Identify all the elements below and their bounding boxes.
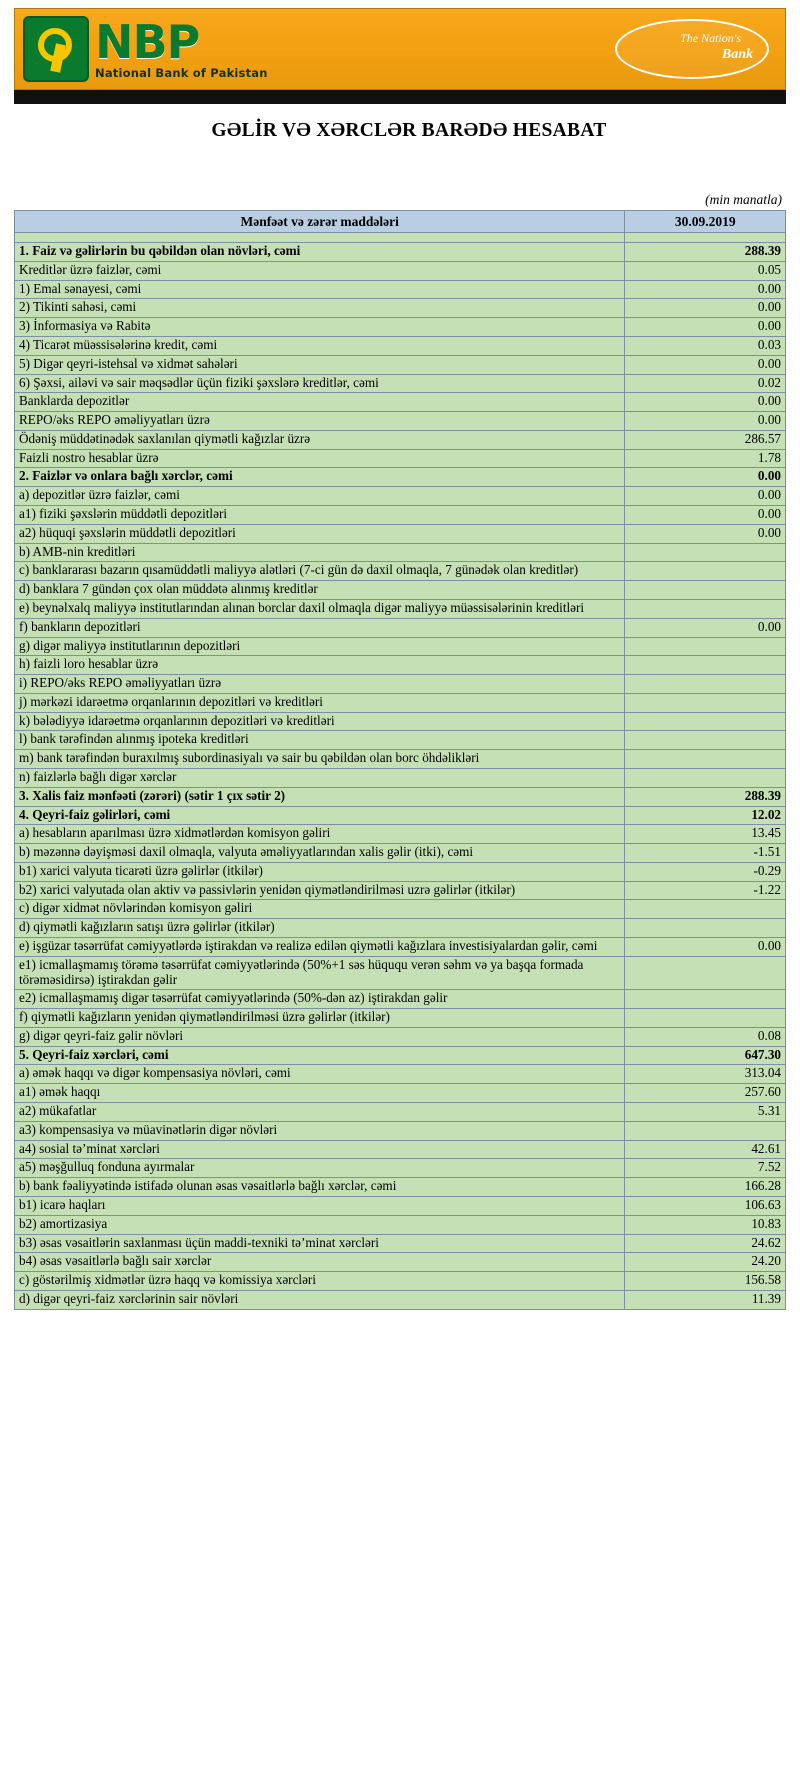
- row-label: d) banklara 7 gündən çox olan müddətə alınmış kreditlər: [15, 581, 625, 600]
- row-value: 288.39: [625, 243, 786, 262]
- row-value: 0.00: [625, 487, 786, 506]
- income-expense-table: [14, 210, 786, 1310]
- row-label: Banklarda depozitlər: [15, 393, 625, 412]
- badge-line-2: Bank: [721, 47, 753, 62]
- row-value: 0.00: [625, 412, 786, 431]
- table-row: [15, 618, 786, 637]
- row-label: 5) Digər qeyri-istehsal və xidmət sahələri: [15, 355, 625, 374]
- table-row: [15, 731, 786, 750]
- row-value: 288.39: [625, 787, 786, 806]
- table-row: [15, 919, 786, 938]
- table-row: [15, 261, 786, 280]
- header-divider-bar: [14, 90, 786, 104]
- table-row: [15, 637, 786, 656]
- row-value: 0.05: [625, 261, 786, 280]
- row-value: 1.78: [625, 449, 786, 468]
- row-label: 2. Faizlər və onlara bağlı xərclər, cəmi: [15, 468, 625, 487]
- row-label: m) bank tərəfindən buraxılmış subordinasiyalı və sair bu qəbildən olan borc öhdəlikləri: [15, 750, 625, 769]
- row-value: [625, 581, 786, 600]
- table-row: [15, 1196, 786, 1215]
- row-label: j) mərkəzi idarəetmə orqanlarının depozitləri və kreditləri: [15, 693, 625, 712]
- row-label: c) banklararası bazarın qısamüddətli maliyyə alətləri (7-ci gün də daxil olmaqla, 7 günədək olan kreditlər): [15, 562, 625, 581]
- table-row: [15, 243, 786, 262]
- column-header-label: Mənfəət və zərər maddələri: [15, 211, 625, 233]
- table-row: [15, 1234, 786, 1253]
- table-row: [15, 581, 786, 600]
- row-value: [625, 919, 786, 938]
- row-label: Kreditlər üzrə faizlər, cəmi: [15, 261, 625, 280]
- table-row: [15, 1178, 786, 1197]
- row-label: 4. Qeyri-faiz gəlirləri, cəmi: [15, 806, 625, 825]
- row-value: [625, 656, 786, 675]
- row-label: 1. Faiz və gəlirlərin bu qəbildən olan növləri, cəmi: [15, 243, 625, 262]
- table-row: [15, 393, 786, 412]
- table-header-row: [15, 211, 786, 233]
- row-value: 0.00: [625, 618, 786, 637]
- table-row: [15, 768, 786, 787]
- table-row: [15, 1084, 786, 1103]
- nbp-logo-text: [95, 14, 268, 80]
- table-row: [15, 299, 786, 318]
- table-row: [15, 412, 786, 431]
- row-value: [625, 731, 786, 750]
- row-label: i) REPO/əks REPO əməliyyatları üzrə: [15, 675, 625, 694]
- row-label: k) bələdiyyə idarəetmə orqanlarının depozitləri və kreditləri: [15, 712, 625, 731]
- table-row: [15, 337, 786, 356]
- table-row: [15, 750, 786, 769]
- row-value: 647.30: [625, 1046, 786, 1065]
- badge-line-1: The Nation's: [680, 31, 741, 45]
- table-row: [15, 1290, 786, 1309]
- table-row: [15, 900, 786, 919]
- row-value: 257.60: [625, 1084, 786, 1103]
- row-label: a) hesabların aparılması üzrə xidmətlərdən komisyon gəliri: [15, 825, 625, 844]
- table-row: [15, 825, 786, 844]
- table-row: [15, 1009, 786, 1028]
- row-label: c) göstərilmiş xidmətlər üzrə haqq və komissiya xərcləri: [15, 1272, 625, 1291]
- row-label: g) digər maliyyə institutlarının depozitləri: [15, 637, 625, 656]
- row-value: 10.83: [625, 1215, 786, 1234]
- row-value: 0.00: [625, 318, 786, 337]
- table-row: [15, 280, 786, 299]
- row-label: b3) əsas vəsaitlərin saxlanması üçün maddi-texniki tə’minat xərcləri: [15, 1234, 625, 1253]
- spacer-cell: [15, 233, 625, 243]
- table-row: [15, 562, 786, 581]
- row-value: 0.03: [625, 337, 786, 356]
- row-label: 3) İnformasiya və Rabitə: [15, 318, 625, 337]
- table-row: [15, 675, 786, 694]
- table-row: [15, 712, 786, 731]
- row-value: 0.00: [625, 393, 786, 412]
- row-value: 0.00: [625, 468, 786, 487]
- row-value: 286.57: [625, 430, 786, 449]
- row-label: 2) Tikinti sahəsi, cəmi: [15, 299, 625, 318]
- row-label: a4) sosial tə’minat xərcləri: [15, 1140, 625, 1159]
- row-label: b1) icarə haqları: [15, 1196, 625, 1215]
- table-row: [15, 806, 786, 825]
- row-value: 0.00: [625, 299, 786, 318]
- row-value: 5.31: [625, 1103, 786, 1122]
- row-label: a) əmək haqqı və digər kompensasiya növləri, cəmi: [15, 1065, 625, 1084]
- row-label: b) AMB-nin kreditləri: [15, 543, 625, 562]
- row-label: 4) Ticarət müəssisələrinə kredit, cəmi: [15, 337, 625, 356]
- row-label: n) faizlərlə bağlı digər xərclər: [15, 768, 625, 787]
- table-row: [15, 990, 786, 1009]
- table-row: [15, 468, 786, 487]
- row-label: 3. Xalis faiz mənfəəti (zərəri) (sətir 1 çıx sətir 2): [15, 787, 625, 806]
- table-row: [15, 1065, 786, 1084]
- row-value: [625, 562, 786, 581]
- row-label: a3) kompensasiya və müavinətlərin digər növləri: [15, 1121, 625, 1140]
- row-label: e2) icmallaşmamış digər təsərrüfat cəmiyyətlərində (50%-dən az) iştirakdan gəlir: [15, 990, 625, 1009]
- table-row: [15, 1272, 786, 1291]
- nations-bank-badge: [595, 15, 775, 81]
- table-row: [15, 862, 786, 881]
- table-row: [15, 1103, 786, 1122]
- table-row: [15, 693, 786, 712]
- row-value: 0.00: [625, 280, 786, 299]
- nbp-emblem-icon: [23, 16, 89, 82]
- row-value: [625, 1121, 786, 1140]
- table-row: [15, 1140, 786, 1159]
- table-row: [15, 599, 786, 618]
- row-value: [625, 956, 786, 990]
- row-label: c) digər xidmət növlərindən komisyon gəliri: [15, 900, 625, 919]
- row-label: b) bank fəaliyyətində istifadə olunan əsas vəsaitlərlə bağlı xərclər, cəmi: [15, 1178, 625, 1197]
- row-label: a) depozitlər üzrə faizlər, cəmi: [15, 487, 625, 506]
- row-label: a1) əmək haqqı: [15, 1084, 625, 1103]
- row-value: 166.28: [625, 1178, 786, 1197]
- row-label: e) işgüzar təsərrüfat cəmiyyətlərdə iştirakdan və realizə edilən qiymətli kağızlara investisiyalardan gəlir, cəmi: [15, 938, 625, 957]
- row-label: e1) icmallaşmamış törəmə təsərrüfat cəmiyyətlərində (50%+1 səs hüququ verən səhm və ya başqa formada törəməsidirsə) iştirakdan gəlir: [15, 956, 625, 990]
- row-label: b1) xarici valyuta ticarəti üzrə gəlirlər (itkilər): [15, 862, 625, 881]
- row-label: d) digər qeyri-faiz xərclərinin sair növləri: [15, 1290, 625, 1309]
- row-label: a5) məşğulluq fonduna ayırmalar: [15, 1159, 625, 1178]
- units-note: (min manatla): [705, 192, 782, 207]
- table-body: [15, 211, 786, 1310]
- row-value: [625, 750, 786, 769]
- row-value: 0.08: [625, 1027, 786, 1046]
- table-row: [15, 1253, 786, 1272]
- row-label: Ödəniş müddətinədək saxlanılan qiymətli kağızlar üzrə: [15, 430, 625, 449]
- table-row: [15, 1027, 786, 1046]
- row-value: [625, 1009, 786, 1028]
- row-value: 11.39: [625, 1290, 786, 1309]
- row-value: [625, 543, 786, 562]
- row-value: 0.00: [625, 506, 786, 525]
- nbp-logo: [15, 9, 315, 89]
- row-value: 0.00: [625, 355, 786, 374]
- row-label: 6) Şəxsi, ailəvi və sair məqsədlər üçün fiziki şəxslərə kreditlər, cəmi: [15, 374, 625, 393]
- table-row: [15, 374, 786, 393]
- bank-logo-banner: [14, 8, 786, 90]
- row-value: 313.04: [625, 1065, 786, 1084]
- row-value: [625, 990, 786, 1009]
- row-value: 0.00: [625, 938, 786, 957]
- row-value: 13.45: [625, 825, 786, 844]
- table-row: [15, 355, 786, 374]
- row-value: 42.61: [625, 1140, 786, 1159]
- table-row: [15, 318, 786, 337]
- row-label: b4) əsas vəsaitlərlə bağlı sair xərclər: [15, 1253, 625, 1272]
- row-label: b2) xarici valyutada olan aktiv və passivlərin yenidən qiymətləndirilməsi uzrə gəlirlər (itkilər): [15, 881, 625, 900]
- row-value: 7.52: [625, 1159, 786, 1178]
- row-value: -1.51: [625, 844, 786, 863]
- table-row: [15, 956, 786, 990]
- nbp-acronym: NBP: [95, 14, 200, 69]
- spacer-cell: [625, 233, 786, 243]
- table-row: [15, 524, 786, 543]
- table-row: [15, 543, 786, 562]
- row-label: g) digər qeyri-faiz gəlir növləri: [15, 1027, 625, 1046]
- row-value: -0.29: [625, 862, 786, 881]
- row-label: h) faizli loro hesablar üzrə: [15, 656, 625, 675]
- row-value: 12.02: [625, 806, 786, 825]
- row-label: b) məzənnə dəyişməsi daxil olmaqla, valyuta əməliyyatlarından xalis gəlir (itki), cəmi: [15, 844, 625, 863]
- page-title: GƏLİR VƏ XƏRCLƏR BARƏDƏ HESABAT: [211, 120, 607, 141]
- row-value: 0.02: [625, 374, 786, 393]
- table-row: [15, 506, 786, 525]
- table-row: [15, 1121, 786, 1140]
- row-label: 5. Qeyri-faiz xərcləri, cəmi: [15, 1046, 625, 1065]
- row-label: 1) Emal sənayesi, cəmi: [15, 280, 625, 299]
- column-header-period: 30.09.2019: [625, 211, 786, 233]
- table-row: [15, 1215, 786, 1234]
- table-row: [15, 1159, 786, 1178]
- table-row: [15, 881, 786, 900]
- table-row: [15, 449, 786, 468]
- row-label: e) beynəlxalq maliyyə institutlarından alınan borclar daxil olmaqla digər maliyyə müəssisələrinin kreditləri: [15, 599, 625, 618]
- row-label: Faizli nostro hesablar üzrə: [15, 449, 625, 468]
- row-value: [625, 637, 786, 656]
- row-label: l) bank tərəfindən alınmış ipoteka kreditləri: [15, 731, 625, 750]
- row-label: a2) hüquqi şəxslərin müddətli depozitləri: [15, 524, 625, 543]
- row-value: [625, 712, 786, 731]
- row-label: d) qiymətli kağızların satışı üzrə gəlirlər (itkilər): [15, 919, 625, 938]
- row-label: REPO/əks REPO əməliyyatları üzrə: [15, 412, 625, 431]
- table-row: [15, 656, 786, 675]
- nbp-full-name: National Bank of Pakistan: [95, 65, 268, 80]
- row-value: -1.22: [625, 881, 786, 900]
- table-spacer-row: [15, 233, 786, 243]
- row-label: a2) mükafatlar: [15, 1103, 625, 1122]
- row-value: [625, 768, 786, 787]
- row-value: [625, 900, 786, 919]
- table-row: [15, 787, 786, 806]
- row-value: 24.20: [625, 1253, 786, 1272]
- row-label: b2) amortizasiya: [15, 1215, 625, 1234]
- table-row: [15, 844, 786, 863]
- table-row: [15, 938, 786, 957]
- table-row: [15, 487, 786, 506]
- table-row: [15, 430, 786, 449]
- table-row: [15, 1046, 786, 1065]
- row-value: 156.58: [625, 1272, 786, 1291]
- row-label: f) bankların depozitləri: [15, 618, 625, 637]
- row-value: 0.00: [625, 524, 786, 543]
- row-value: 24.62: [625, 1234, 786, 1253]
- row-value: [625, 599, 786, 618]
- row-label: a1) fiziki şəxslərin müddətli depozitləri: [15, 506, 625, 525]
- row-value: 106.63: [625, 1196, 786, 1215]
- row-value: [625, 675, 786, 694]
- row-value: [625, 693, 786, 712]
- row-label: f) qiymətli kağızların yenidən qiymətləndirilməsi üzrə gəlirlər (itkilər): [15, 1009, 625, 1028]
